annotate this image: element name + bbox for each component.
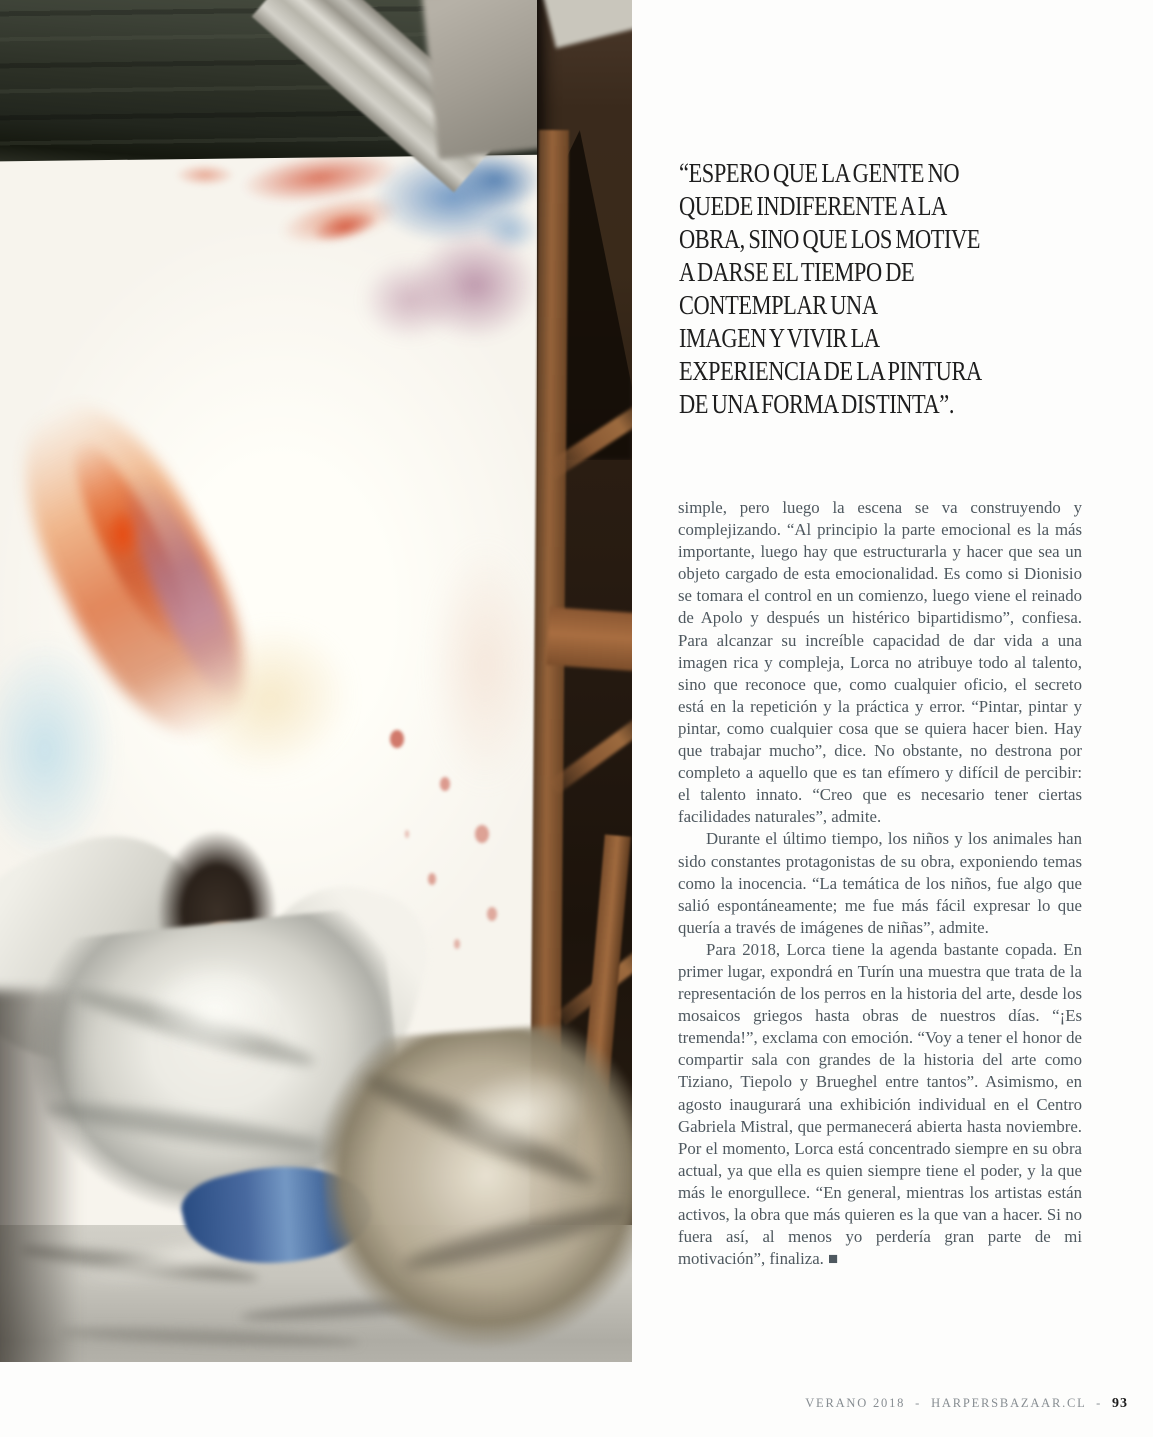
pull-quote xyxy=(679,157,1119,421)
pull-quote-line: IMAGEN Y VIVIR LA xyxy=(679,323,880,353)
sheet-highlight xyxy=(125,945,305,1075)
pull-quote-line: “ESPERO QUE LA GENTE NO xyxy=(679,158,960,188)
pull-quote-line: EXPERIENCIA DE LA PINTURA xyxy=(679,356,982,386)
corner-shadow xyxy=(0,990,80,1362)
page-number: 93 xyxy=(1112,1396,1128,1411)
pull-quote-line: DE UNA FORMA DISTINTA”. xyxy=(679,389,955,419)
article-paragraph: simple, pero luego la escena se va construyendo y complejizando. “Al principio la parte emocional es la más importante, luego hay que estructurarla y hacer que sea un objeto cargado de esta emocionalidad. Es como si Dionisio se tomara el control en un comienzo, luego viene el reinado de Apolo y después un histérico bipartidismo”, confiesa. Para alcanzar su increíble capacidad de dar vida a una imagen rica y compleja, Lorca no atribuye todo al talento, sino que reconoce que, como cualquier oficio, el secreto está en la repetición y la práctica y error. “Pintar, pintar y pintar, como cualquier cosa que se quiera hacer bien. Hay que trabajar mucho”, dice. No obstante, no destrona por completo a aquello que es tan efímero y difícil de percibir: el talento innato. “Creo que es necesario tener ciertas facilidades naturales”, admite. xyxy=(678,498,1082,827)
paint-stroke-red xyxy=(165,160,245,190)
footer-separator: - xyxy=(915,1396,922,1410)
footer-site: HARPERSBAZAAR.CL xyxy=(931,1396,1087,1410)
wood-strut xyxy=(546,607,632,671)
article-paragraph: Durante el último tiempo, los niños y los animales han sido constantes protagonistas de su obra, exponiendo temas como la inocencia. “La temática de los niños, fue algo que salió espontáneamente; me fue más fácil expresar lo que quería a través de imágenes de niñas”, admite. xyxy=(678,829,1082,937)
footer-season: VERANO 2018 xyxy=(805,1396,906,1410)
article-text xyxy=(678,497,1082,1270)
footer-separator: - xyxy=(1096,1396,1103,1410)
page-footer xyxy=(678,1396,1128,1412)
article-paragraph: Para 2018, Lorca tiene la agenda bastante copada. En primer lugar, expondrá en Turín una muestra que trata de la representación de los perros en la historia del arte, desde los mosaicos griegos hasta obras de nuestros días. “¡Es tremenda!”, exclama con emoción. “Voy a tener el honor de compartir sala con grandes de la historia del arte como Tiziano, Tiepolo y Brueghel entre tantos”. Asimismo, en agosto inaugurará una exhibición individual en el Centro Gabriela Mistral, que permanecerá abierta hasta noviembre. Por el momento, Lorca está concentrado siempre en su obra actual, ya que ella es quien siempre tiene el poder, y la que más le enorgullece. “En general, mientras los artistas están activos, la obra que más quieren es la que van a hacer. Si no fuera así, al menos yo perdería gran parte de mi motivación”, finaliza. ■ xyxy=(678,939,1082,1269)
paint-wash-mauve xyxy=(345,245,475,355)
pull-quote-line: CONTEMPLAR UNA xyxy=(679,290,878,320)
pull-quote-line: A DARSE EL TIEMPO DE xyxy=(679,257,915,287)
paint-speckles xyxy=(390,730,404,748)
pull-quote-line: OBRA, SINO QUE LOS MOTIVE xyxy=(679,224,981,254)
pull-quote-line: QUEDE INDIFERENTE A LA xyxy=(679,191,947,221)
paint-flame-stroke xyxy=(100,500,145,570)
